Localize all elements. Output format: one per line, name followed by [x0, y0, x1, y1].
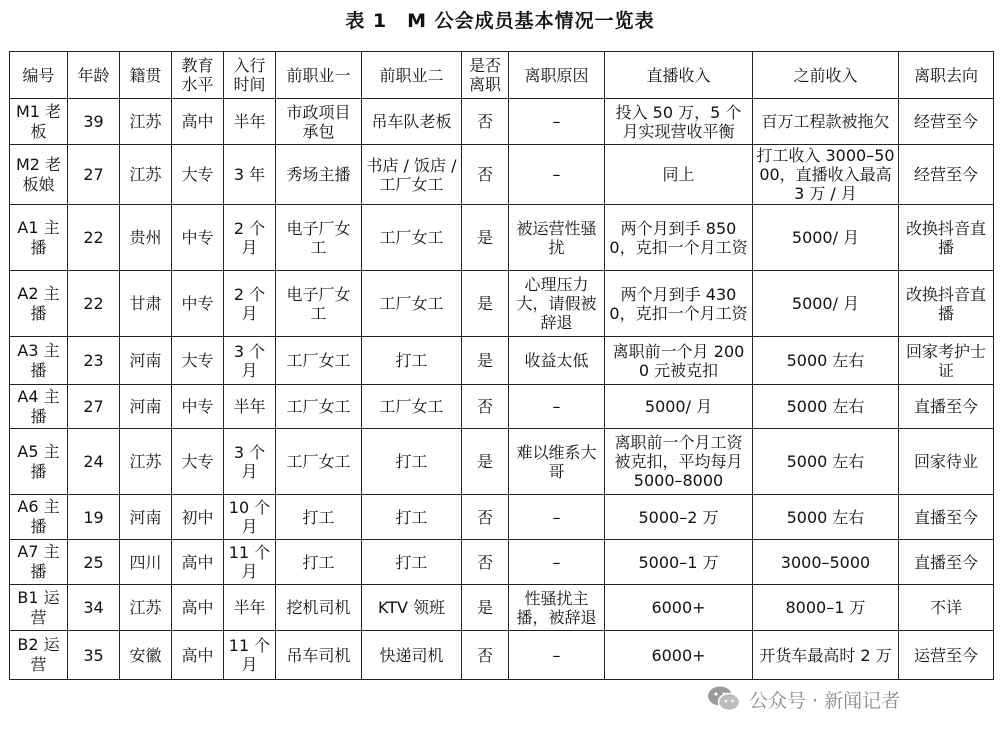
- table-cell: M1 老板: [10, 99, 68, 145]
- table-cell: A1 主播: [10, 205, 68, 271]
- table-row: [10, 145, 994, 205]
- table-cell: 心理压力大，请假被辞退: [509, 271, 605, 337]
- table-cell: 是: [462, 337, 509, 385]
- table-row: [10, 385, 994, 429]
- table-cell: 2 个月: [224, 271, 276, 337]
- table-cell: 否: [462, 540, 509, 585]
- table-cell: 23: [68, 337, 120, 385]
- table-row: [10, 205, 994, 271]
- table-cell: 打工: [362, 540, 462, 585]
- table-cell: 工厂女工: [362, 385, 462, 429]
- table-cell: 高中: [172, 585, 224, 631]
- table-cell: 22: [68, 205, 120, 271]
- table-cell: 10 个月: [224, 495, 276, 540]
- table-cell: 25: [68, 540, 120, 585]
- table-cell: 5000/ 月: [605, 385, 753, 429]
- table-cell: 否: [462, 385, 509, 429]
- table-cell: 书店 / 饭店 / 工厂女工: [362, 145, 462, 205]
- table-cell: 大专: [172, 337, 224, 385]
- table-cell: 5000–2 万: [605, 495, 753, 540]
- table-cell: 11 个月: [224, 540, 276, 585]
- table-cell: 运营至今: [899, 631, 994, 680]
- table-cell: 工厂女工: [276, 385, 362, 429]
- member-info-table: [9, 51, 994, 680]
- table-cell: 贵州: [120, 205, 172, 271]
- table-cell: 34: [68, 585, 120, 631]
- table-cell: 3 个月: [224, 337, 276, 385]
- table-cell: 打工: [276, 495, 362, 540]
- watermark: [707, 684, 900, 714]
- table-cell: 吊车队老板: [362, 99, 462, 145]
- table-cell: 打工: [362, 337, 462, 385]
- table-cell: 四川: [120, 540, 172, 585]
- table-row: [10, 429, 994, 495]
- table-cell: 24: [68, 429, 120, 495]
- table-cell: 3000–5000: [753, 540, 899, 585]
- table-row: [10, 271, 994, 337]
- table-cell: 6000+: [605, 631, 753, 680]
- table-cell: 性骚扰主播，被辞退: [509, 585, 605, 631]
- table-cell: 大专: [172, 145, 224, 205]
- header-row: [10, 52, 994, 99]
- table-cell: 11 个月: [224, 631, 276, 680]
- table-cell: 收益太低: [509, 337, 605, 385]
- table-cell: 江苏: [120, 429, 172, 495]
- table-cell: 打工收入 3000–5000，直播收入最高 3 万 / 月: [753, 145, 899, 205]
- table-cell: 同上: [605, 145, 753, 205]
- table-cell: 否: [462, 631, 509, 680]
- table-cell: 是: [462, 271, 509, 337]
- table-cell: 打工: [362, 495, 462, 540]
- table-cell: 大专: [172, 429, 224, 495]
- table-cell: 甘肃: [120, 271, 172, 337]
- column-header: 教育水平: [172, 52, 224, 99]
- table-cell: 是: [462, 429, 509, 495]
- table-cell: 百万工程款被拖欠: [753, 99, 899, 145]
- table-cell: 吊车司机: [276, 631, 362, 680]
- table-cell: 是: [462, 585, 509, 631]
- table-cell: 市政项目承包: [276, 99, 362, 145]
- table-cell: B2 运营: [10, 631, 68, 680]
- table-cell: 直播至今: [899, 540, 994, 585]
- table-cell: 投入 50 万，5 个月实现营收平衡: [605, 99, 753, 145]
- table-cell: 离职前一个月 2000 元被克扣: [605, 337, 753, 385]
- table-row: [10, 99, 994, 145]
- table-cell: 半年: [224, 585, 276, 631]
- table-cell: 打工: [362, 429, 462, 495]
- table-cell: 工厂女工: [276, 429, 362, 495]
- column-header: 离职原因: [509, 52, 605, 99]
- table-cell: 否: [462, 145, 509, 205]
- table-cell: 江苏: [120, 99, 172, 145]
- table-cell: 35: [68, 631, 120, 680]
- table-cell: 中专: [172, 205, 224, 271]
- column-header: 入行时间: [224, 52, 276, 99]
- table-cell: 河南: [120, 385, 172, 429]
- table-cell: A4 主播: [10, 385, 68, 429]
- table-row: [10, 585, 994, 631]
- table-cell: 27: [68, 385, 120, 429]
- table-cell: 5000–1 万: [605, 540, 753, 585]
- table-cell: 高中: [172, 540, 224, 585]
- table-cell: 5000/ 月: [753, 205, 899, 271]
- table-cell: 回家待业: [899, 429, 994, 495]
- table-cell: 5000 左右: [753, 337, 899, 385]
- table-cell: 2 个月: [224, 205, 276, 271]
- column-header: 年龄: [68, 52, 120, 99]
- table-cell: 否: [462, 495, 509, 540]
- table-cell: 工厂女工: [362, 271, 462, 337]
- table-cell: 电子厂女工: [276, 271, 362, 337]
- column-header: 之前收入: [753, 52, 899, 99]
- table-cell: 是: [462, 205, 509, 271]
- table-cell: 高中: [172, 631, 224, 680]
- table-cell: 19: [68, 495, 120, 540]
- table-cell: A7 主播: [10, 540, 68, 585]
- table-cell: 难以维系大哥: [509, 429, 605, 495]
- table-cell: 直播至今: [899, 385, 994, 429]
- table-cell: 秀场主播: [276, 145, 362, 205]
- table-cell: 3 年: [224, 145, 276, 205]
- table-cell: 不详: [899, 585, 994, 631]
- table-cell: 改换抖音直播: [899, 205, 994, 271]
- table-cell: 快递司机: [362, 631, 462, 680]
- table-cell: KTV 领班: [362, 585, 462, 631]
- table-cell: 39: [68, 99, 120, 145]
- table-cell: –: [509, 495, 605, 540]
- table-cell: 工厂女工: [276, 337, 362, 385]
- column-header: 直播收入: [605, 52, 753, 99]
- table-cell: 3 个月: [224, 429, 276, 495]
- table-cell: A2 主播: [10, 271, 68, 337]
- table-cell: A6 主播: [10, 495, 68, 540]
- table-cell: 挖机司机: [276, 585, 362, 631]
- column-header: 前职业二: [362, 52, 462, 99]
- column-header: 编号: [10, 52, 68, 99]
- table-cell: 回家考护士证: [899, 337, 994, 385]
- table-cell: 离职前一个月工资被克扣，平均每月 5000–8000: [605, 429, 753, 495]
- table-cell: M2 老板娘: [10, 145, 68, 205]
- table-cell: 5000 左右: [753, 385, 899, 429]
- table-cell: 5000 左右: [753, 495, 899, 540]
- table-row: [10, 495, 994, 540]
- table-cell: 江苏: [120, 585, 172, 631]
- table-cell: –: [509, 385, 605, 429]
- table-cell: 电子厂女工: [276, 205, 362, 271]
- watermark-text: 公众号 · 新闻记者: [749, 689, 901, 712]
- table-cell: 安徽: [120, 631, 172, 680]
- table-cell: 5000 左右: [753, 429, 899, 495]
- column-header: 离职去向: [899, 52, 994, 99]
- table-cell: 半年: [224, 99, 276, 145]
- table-cell: –: [509, 631, 605, 680]
- table-cell: B1 运营: [10, 585, 68, 631]
- table-cell: 经营至今: [899, 99, 994, 145]
- table-cell: 打工: [276, 540, 362, 585]
- table-cell: –: [509, 540, 605, 585]
- column-header: 籍贯: [120, 52, 172, 99]
- table-title: 表 1 M 公会成员基本情况一览表: [345, 10, 655, 32]
- table-cell: 中专: [172, 385, 224, 429]
- table-cell: 江苏: [120, 145, 172, 205]
- column-header: 是否离职: [462, 52, 509, 99]
- table-cell: 直播至今: [899, 495, 994, 540]
- table-cell: 6000+: [605, 585, 753, 631]
- table-cell: 中专: [172, 271, 224, 337]
- wechat-icon: [707, 685, 741, 713]
- table-cell: 经营至今: [899, 145, 994, 205]
- table-row: [10, 631, 994, 680]
- table-header: [10, 52, 994, 99]
- table-cell: 工厂女工: [362, 205, 462, 271]
- table-cell: 27: [68, 145, 120, 205]
- table-cell: –: [509, 99, 605, 145]
- table-cell: 改换抖音直播: [899, 271, 994, 337]
- table-cell: 河南: [120, 337, 172, 385]
- table-row: [10, 540, 994, 585]
- table-cell: 8000–1 万: [753, 585, 899, 631]
- table-cell: –: [509, 145, 605, 205]
- table-body: [10, 99, 994, 680]
- table-cell: 河南: [120, 495, 172, 540]
- column-header: 前职业一: [276, 52, 362, 99]
- table-cell: 22: [68, 271, 120, 337]
- table-cell: A5 主播: [10, 429, 68, 495]
- table-cell: A3 主播: [10, 337, 68, 385]
- table-cell: 两个月到手 4300，克扣一个月工资: [605, 271, 753, 337]
- table-cell: 高中: [172, 99, 224, 145]
- table-cell: 5000/ 月: [753, 271, 899, 337]
- table-cell: 初中: [172, 495, 224, 540]
- table-cell: 开货车最高时 2 万: [753, 631, 899, 680]
- table-cell: 被运营性骚扰: [509, 205, 605, 271]
- table-cell: 两个月到手 8500，克扣一个月工资: [605, 205, 753, 271]
- table-row: [10, 337, 994, 385]
- table-cell: 否: [462, 99, 509, 145]
- table-cell: 半年: [224, 385, 276, 429]
